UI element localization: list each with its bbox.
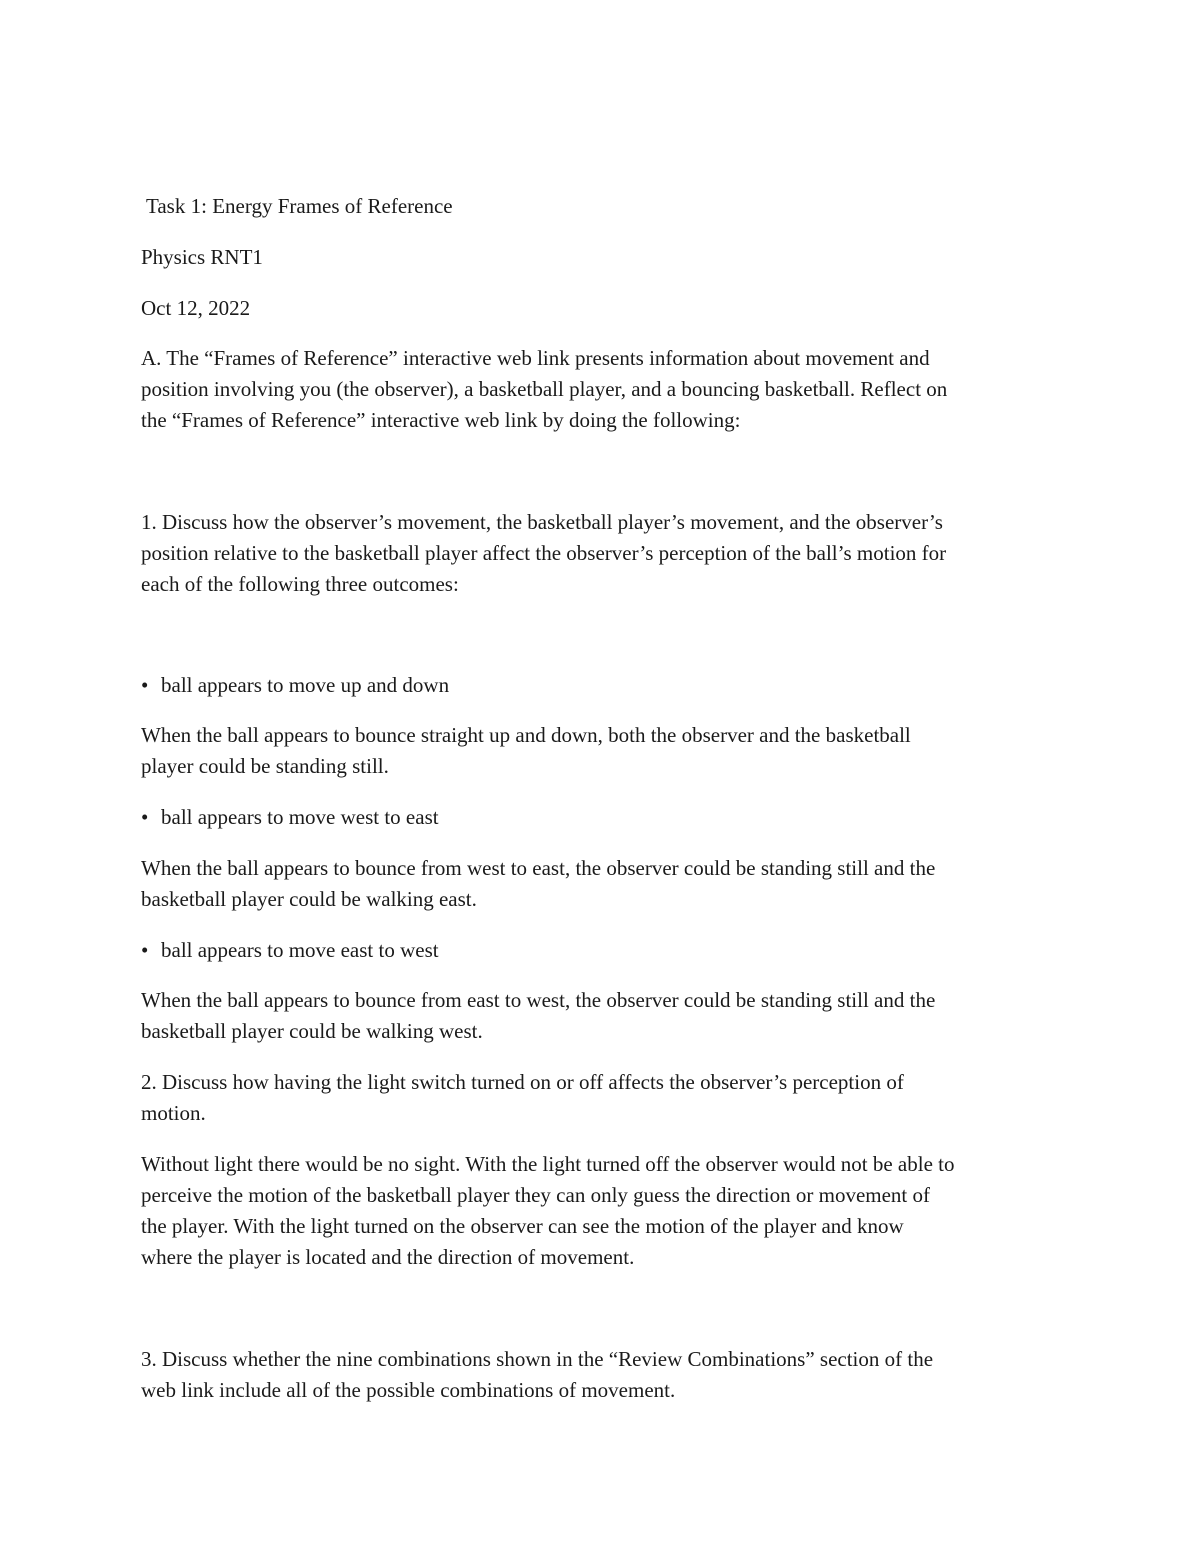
- question-1-line: each of the following three outcomes:: [141, 572, 459, 596]
- question-1-line: 1. Discuss how the observer’s movement, the basketball player’s movement, and the observer’s: [141, 510, 943, 534]
- question-1-line: position relative to the basketball player affect the observer’s perception of the ball’s motion for: [141, 541, 947, 565]
- answer-line: Without light there would be no sight. With the light turned off the observer would not be able to: [141, 1152, 955, 1176]
- bullet-label: ball appears to move up and down: [161, 673, 450, 697]
- question-2-line: motion.: [141, 1101, 206, 1125]
- bullet-item: [141, 672, 449, 698]
- section-a-line: position involving you (the observer), a basketball player, and a bouncing basketball. Reflect on: [141, 377, 948, 401]
- question-2-line: 2. Discuss how having the light switch turned on or off affects the observer’s perception of: [141, 1070, 904, 1094]
- answer-line: perceive the motion of the basketball player they can only guess the direction or movement of: [141, 1183, 930, 1207]
- question-3-line: web link include all of the possible combinations of movement.: [141, 1378, 676, 1402]
- answer-line: the player. With the light turned on the observer can see the motion of the player and know: [141, 1214, 904, 1238]
- bullet-icon: •: [141, 938, 149, 962]
- section-a-line: the “Frames of Reference” interactive web link by doing the following:: [141, 408, 741, 432]
- course-name: Physics RNT1: [141, 245, 263, 269]
- answer-line: where the player is located and the direction of movement.: [141, 1245, 635, 1269]
- bullet-item: [141, 937, 439, 963]
- document-date: Oct 12, 2022: [141, 296, 251, 320]
- answer-line: basketball player could be walking west.: [141, 1019, 483, 1043]
- answer-line: basketball player could be walking east.: [141, 887, 477, 911]
- bullet-item: [141, 804, 439, 830]
- bullet-label: ball appears to move east to west: [161, 938, 439, 962]
- bullet-icon: •: [141, 805, 149, 829]
- bullet-label: ball appears to move west to east: [161, 805, 439, 829]
- answer-line: player could be standing still.: [141, 754, 389, 778]
- section-a-line: A. The “Frames of Reference” interactive web link presents information about movement and: [141, 346, 930, 370]
- answer-line: When the ball appears to bounce from west to east, the observer could be standing still and the: [141, 856, 936, 880]
- answer-line: When the ball appears to bounce straight up and down, both the observer and the basketball: [141, 723, 911, 747]
- answer-line: When the ball appears to bounce from east to west, the observer could be standing still and the: [141, 988, 936, 1012]
- bullet-icon: •: [141, 673, 149, 697]
- document-title: Task 1: Energy Frames of Reference: [146, 194, 453, 218]
- question-3-line: 3. Discuss whether the nine combinations shown in the “Review Combinations” section of the: [141, 1347, 934, 1371]
